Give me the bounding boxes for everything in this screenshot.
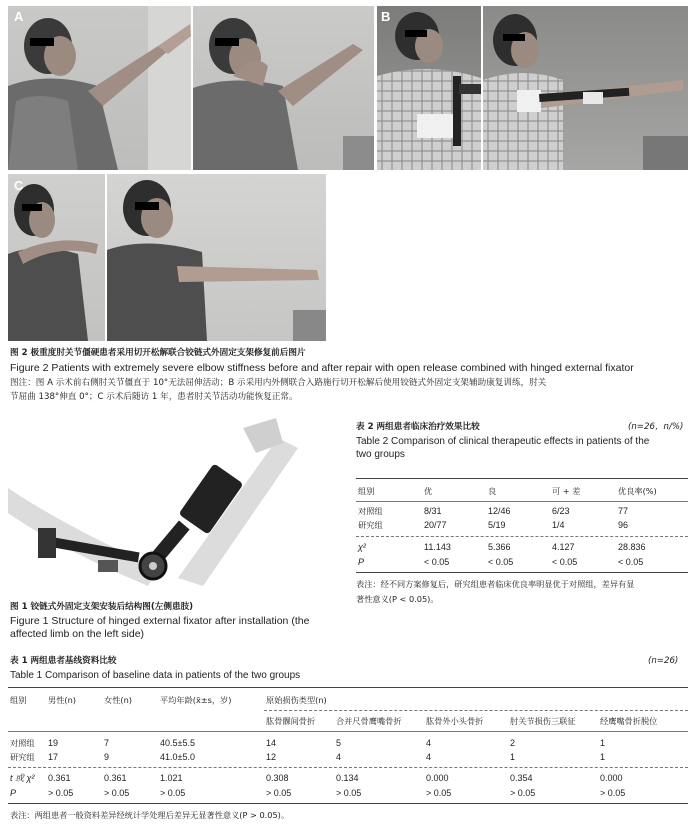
table1-title-cn: 表 1 两组患者基线资料比较 bbox=[10, 656, 117, 666]
table2-row-p-rate: < 0.05 bbox=[618, 557, 644, 567]
table2-title-cn: 表 2 两组患者临床治疗效果比较 bbox=[356, 422, 480, 432]
table1-row-study-group: 研究组 bbox=[10, 752, 35, 762]
table1-row-p-male: > 0.05 bbox=[48, 788, 74, 798]
table1-row-p-capitellum: > 0.05 bbox=[426, 788, 452, 798]
figure2-note-line1: 图注：图 A 示术前右侧肘关节僵直于 10°无法屈伸活动；B 示采用内外侧联合入路施行切开松解后使用铰链式外固定支架辅助康复训练，肘关 bbox=[10, 378, 547, 388]
table2-mid-rule bbox=[356, 536, 688, 537]
table2-row-study-good: 5/19 bbox=[488, 520, 506, 530]
table1-row-control-female: 7 bbox=[104, 738, 110, 748]
table2-row-study-group: 研究组 bbox=[358, 520, 383, 530]
figure2-panel-c-photo-flexion bbox=[8, 174, 105, 341]
table1-header-injury-type: 原始损伤类型(n) bbox=[266, 695, 327, 705]
table2-row-p-fair: < 0.05 bbox=[552, 557, 578, 567]
table1-row-t-label: t 或 χ² bbox=[10, 773, 35, 783]
table1-subheader-capitellum: 肱骨外小头骨折 bbox=[426, 716, 484, 726]
panel-label-a: A bbox=[14, 9, 24, 24]
table1-row-study-triad: 1 bbox=[510, 752, 516, 762]
table1-row-control-male: 19 bbox=[48, 738, 59, 748]
table2-row-chi-good: 5.366 bbox=[488, 542, 511, 552]
table1-row-study-transolecranon: 1 bbox=[600, 752, 606, 762]
table1-row-p-triad: > 0.05 bbox=[510, 788, 536, 798]
table1-header-age: 平均年龄(x̄±s，岁) bbox=[160, 695, 232, 705]
table2-header-group: 组别 bbox=[358, 486, 375, 496]
table2-row-p-label: P bbox=[358, 557, 365, 567]
table2-row-chi-rate: 28.836 bbox=[618, 542, 646, 552]
table1-row-p-label: P bbox=[10, 788, 17, 798]
table1-subheader-intercondylar: 肱骨髁间骨折 bbox=[266, 716, 316, 726]
table2-header-fair-poor: 可 + 差 bbox=[552, 486, 581, 496]
table2-n-note: (n=26，n/%) bbox=[628, 422, 684, 432]
table2-row-p-excellent: < 0.05 bbox=[424, 557, 450, 567]
table2-note-line2: 著性意义(P < 0.05)。 bbox=[356, 594, 439, 604]
table1-row-study-female: 9 bbox=[104, 752, 110, 762]
table1-subheader-rule bbox=[264, 710, 688, 711]
table2-header-excellent: 优 bbox=[424, 486, 433, 496]
table1-row-t-age: 1.021 bbox=[160, 773, 183, 783]
table1-row-study-olecranon: 4 bbox=[336, 752, 342, 762]
patient-illustration bbox=[8, 6, 191, 170]
table1-row-control-intercondylar: 14 bbox=[266, 738, 277, 748]
table1-row-control-olecranon: 5 bbox=[336, 738, 342, 748]
table1-row-p-female: > 0.05 bbox=[104, 788, 130, 798]
figure2-panel-c-photo-extension bbox=[107, 174, 326, 341]
table1-row-control-age: 40.5±5.5 bbox=[160, 738, 195, 748]
table1-header-group: 组别 bbox=[10, 695, 27, 705]
table1-row-study-male: 17 bbox=[48, 752, 59, 762]
table1-row-t-olecranon: 0.134 bbox=[336, 773, 359, 783]
table2-top-rule bbox=[356, 478, 688, 479]
table1-mid-rule bbox=[8, 767, 688, 768]
table1-note: 表注：两组患者一般资料差异经统计学处理后差异无显著性意义(P > 0.05)。 bbox=[10, 810, 290, 820]
table2-row-p-good: < 0.05 bbox=[488, 557, 514, 567]
table1-row-study-intercondylar: 12 bbox=[266, 752, 277, 762]
figure1-caption-en-line1: Figure 1 Structure of hinged external fixator after installation (the bbox=[10, 615, 310, 627]
table1-row-p-age: > 0.05 bbox=[160, 788, 186, 798]
table2-row-chi-label: χ² bbox=[358, 542, 366, 552]
figure1-caption-en-line2: affected limb on the left side) bbox=[10, 628, 145, 640]
table1-row-t-male: 0.361 bbox=[48, 773, 71, 783]
table1-subheader-olecranon: 合并尺骨鹰嘴骨折 bbox=[336, 716, 402, 726]
table1-header-male: 男性(n) bbox=[48, 695, 76, 705]
table2-bottom-rule bbox=[356, 572, 688, 573]
table1-row-control-triad: 2 bbox=[510, 738, 516, 748]
table1-row-t-female: 0.361 bbox=[104, 773, 127, 783]
table1-n-note: (n=26) bbox=[648, 656, 679, 666]
figure2-panel-b-photo-brace-extended bbox=[483, 6, 688, 170]
table1-row-study-age: 41.0±5.0 bbox=[160, 752, 195, 762]
table1-row-p-transolecranon: > 0.05 bbox=[600, 788, 626, 798]
table2-row-study-rate: 96 bbox=[618, 520, 629, 530]
table1-header-rule bbox=[8, 731, 688, 732]
table1-row-t-triad: 0.354 bbox=[510, 773, 533, 783]
table1-row-t-transolecranon: 0.000 bbox=[600, 773, 623, 783]
table1-row-p-intercondylar: > 0.05 bbox=[266, 788, 292, 798]
panel-label-b: B bbox=[381, 9, 391, 24]
table1-top-rule bbox=[8, 687, 688, 688]
table2-note-line1: 表注：经不同方案修复后，研究组患者临床优良率明显优于对照组，差异有显 bbox=[356, 579, 635, 589]
table2-title-en-line2: two groups bbox=[356, 449, 405, 460]
table2-header-rule bbox=[356, 501, 688, 502]
figure1-caption-cn: 图 1 铰链式外固定支架安装后结构图(左侧患肢) bbox=[10, 602, 194, 612]
table1-row-t-capitellum: 0.000 bbox=[426, 773, 449, 783]
table1-row-study-capitellum: 4 bbox=[426, 752, 432, 762]
table2-row-study-excellent: 20/77 bbox=[424, 520, 447, 530]
table2-header-rate: 优良率(%) bbox=[618, 486, 657, 496]
table1-subheader-terrible-triad: 肘关节损伤三联征 bbox=[510, 716, 576, 726]
figure2-panel-a-photo-before bbox=[8, 6, 191, 170]
table2-row-control-group: 对照组 bbox=[358, 506, 383, 516]
figure2-caption-en: Figure 2 Patients with extremely severe elbow stiffness before and after repair with open release combined with hinged external fixator bbox=[10, 362, 634, 374]
figure1-fixator-image bbox=[8, 418, 333, 593]
table1-header-female: 女性(n) bbox=[104, 695, 132, 705]
table1-row-control-transolecranon: 1 bbox=[600, 738, 606, 748]
table1-subheader-transolecranon: 经鹰嘴骨折脱位 bbox=[600, 716, 658, 726]
panel-label-c: C bbox=[14, 178, 24, 193]
table2-row-control-good: 12/46 bbox=[488, 506, 511, 516]
figure2-panel-a-photo-after bbox=[193, 6, 374, 170]
figure2-panel-b-photo-brace-flexed bbox=[377, 6, 481, 170]
table2-header-good: 良 bbox=[488, 486, 497, 496]
figure2-caption-cn: 图 2 极重度肘关节僵硬患者采用切开松解联合铰链式外固定支架修复前后图片 bbox=[10, 348, 306, 358]
table1-bottom-rule bbox=[8, 803, 688, 804]
table1-row-control-capitellum: 4 bbox=[426, 738, 432, 748]
table2-row-control-rate: 77 bbox=[618, 506, 629, 516]
table2-row-control-excellent: 8/31 bbox=[424, 506, 442, 516]
table2-row-chi-fair: 4.127 bbox=[552, 542, 575, 552]
table2-row-chi-excellent: 11.143 bbox=[424, 542, 451, 552]
table1-row-p-olecranon: > 0.05 bbox=[336, 788, 362, 798]
table2-row-control-fair: 6/23 bbox=[552, 506, 570, 516]
table1-row-t-intercondylar: 0.308 bbox=[266, 773, 289, 783]
figure2-note-line2: 节屈曲 138°伸直 0°；C 示术后随访 1 年，患者肘关节活动功能恢复正常。 bbox=[10, 392, 298, 402]
table1-title-en: Table 1 Comparison of baseline data in patients of the two groups bbox=[10, 670, 301, 681]
table2-row-study-fair: 1/4 bbox=[552, 520, 565, 530]
table2-title-en-line1: Table 2 Comparison of clinical therapeutic effects in patients of the bbox=[356, 436, 650, 447]
table1-row-control-group: 对照组 bbox=[10, 738, 35, 748]
